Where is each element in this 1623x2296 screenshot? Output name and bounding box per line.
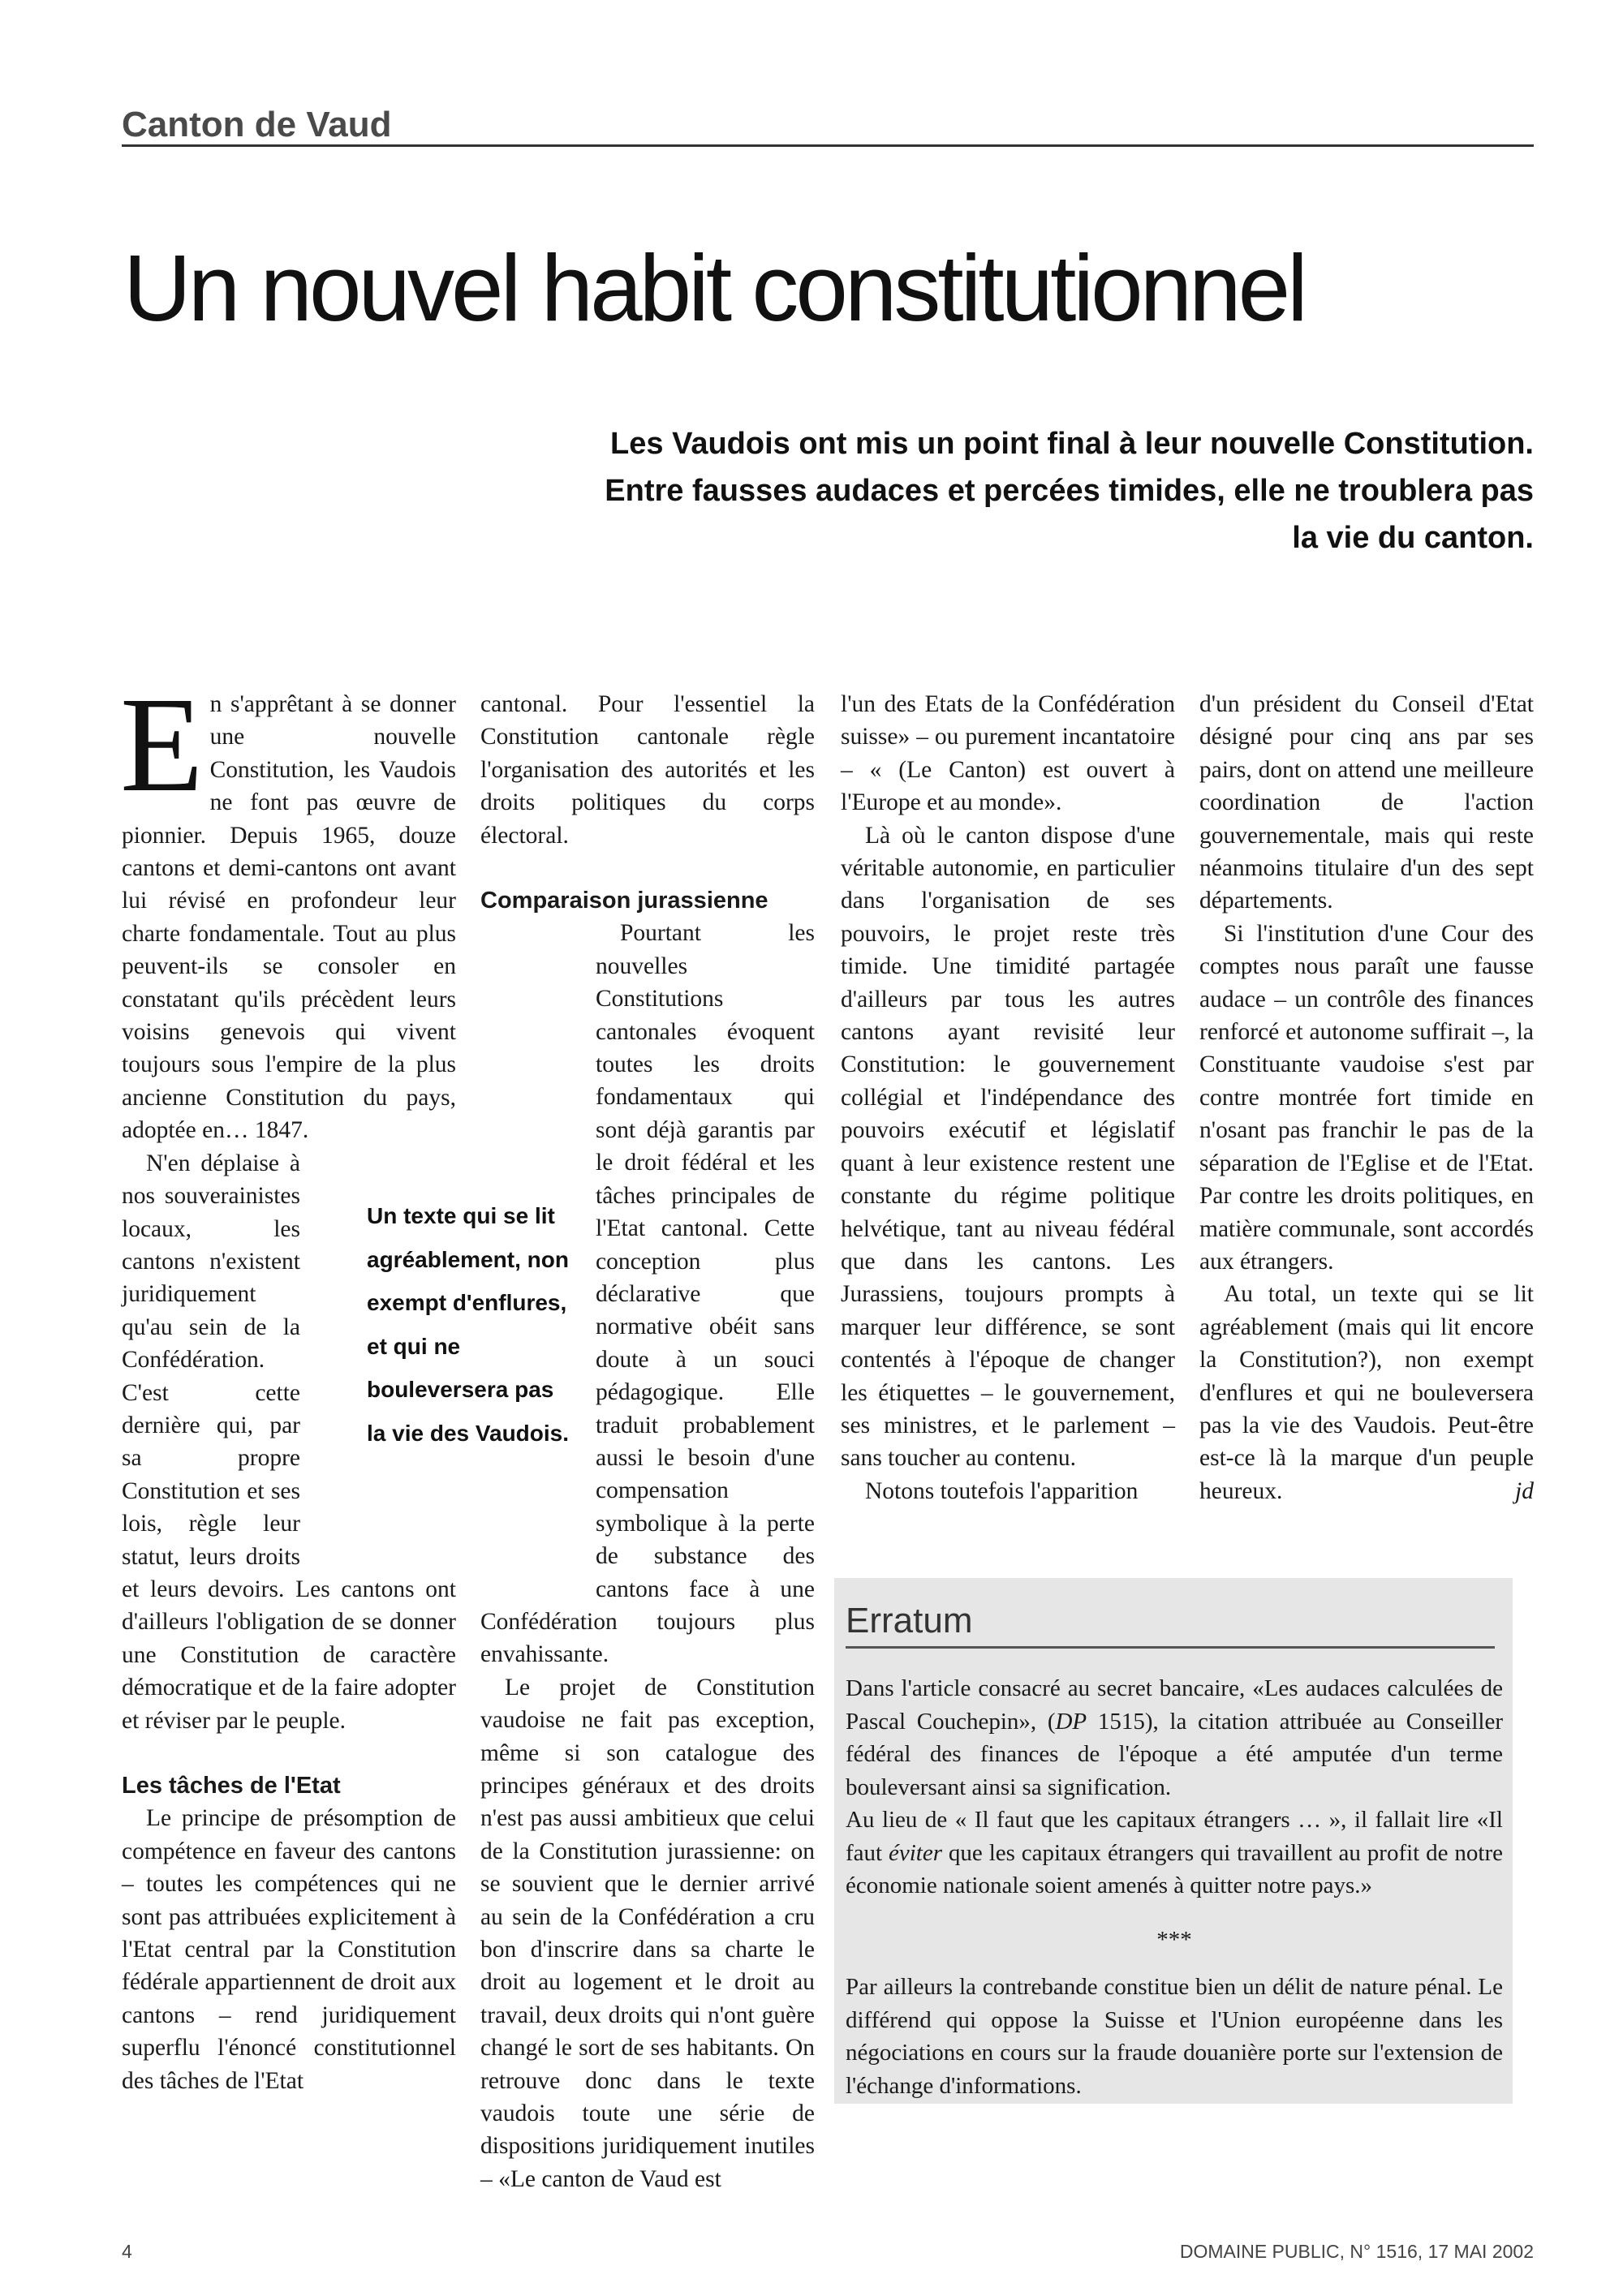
erratum-paragraph: Par ailleurs la contrebande constitue bien un délit de nature pénal. Le différend qui oppose la Suisse et l'Union européenne dans les négociations en cours sur la fraude douanière porte sur l'extension de l'échange d'informations. bbox=[846, 1974, 1503, 2099]
subheading-taches: Les tâches de l'Etat bbox=[122, 1773, 341, 1799]
paragraph: Le projet de Constitution vaudoise ne fait pas exception, même si son catalogue des principes généraux et des droits n'est pas aussi ambitieux que celui de la Constitution jurassienne: on se souvient que le dernier arrivé au sein de la Confédération a cru bon d'inscrire dans sa charte le droit au logement et le droit au travail, deux droits qui n'ont guère changé le sort de ses habitants. On retrouve donc dans le texte vaudois toute une série de dispositions juridiquement inutiles – «Le canton de Vaud est bbox=[480, 1674, 815, 2192]
erratum-body bbox=[846, 1672, 1503, 2102]
erratum-paragraph: Au lieu de « Il faut que les capitaux étrangers … », il fallait lire «Il faut éviter que les capitaux étrangers qui travaillent au profit de notre économie nationale soient amenés à quitter notre pays.» bbox=[846, 1807, 1503, 1898]
pull-quote: Un texte qui se lit agréablement, non exempt d'enflures, et qui ne bouleversera pas la vie des Vaudois. bbox=[367, 1203, 570, 1446]
article-column-3 bbox=[841, 688, 1175, 1507]
paragraph: Là où le canton dispose d'une véritable autonomie, en particulier dans l'organisation de ses pouvoirs, le projet reste très timide. Une timidité partagée d'ailleurs par tous les autres cantons ayant revisité leur Constitution: le gouvernement collégial et l'indépendance des pouvoirs exécutif et législatif quant à leur existence restent une constante du régime politique helvétique, tant au niveau fédéral que dans les cantons. Les Jurassiens, toujours prompts à marquer leur différence, se sont contentés à l'époque de changer les étiquettes – le gouvernement, ses ministres, et le parlement – sans toucher au contenu. bbox=[841, 822, 1175, 1472]
erratum-separator: *** bbox=[1156, 1926, 1192, 1953]
article-column-4 bbox=[1199, 688, 1534, 1507]
erratum-box bbox=[834, 1578, 1513, 2104]
paragraph: Pourtant les nouvelles Constitutions cantonales évoquent toutes les droits fondamentaux qui sont déjà garantis par le droit fédéral et les tâches principales de l'Etat cantonal. Cette conception plus déclarative que normative obéit sans doute à un souci pédagogique. Elle traduit probablement aussi le besoin d'une compensation symbolique à la perte de substance des cantons face à une Confédération toujours plus envahissante. bbox=[480, 920, 815, 1668]
drop-cap: E bbox=[120, 669, 204, 820]
author-signature: jd bbox=[1515, 1477, 1534, 1504]
paragraph: Le principe de présomption de compétence en faveur des cantons – toutes les compétences qui ne sont pas attribuées explicitement à l'Etat central par la Constitution fédérale appartiennent de droit aux cantons – rend juridiquement superflu l'énoncé constitutionnel des tâches de l'Etat bbox=[122, 1805, 456, 2094]
subheading-comparaison: Comparaison jurassienne bbox=[480, 888, 768, 914]
erratum-title: Erratum bbox=[846, 1599, 1495, 1649]
section-header: Canton de Vaud bbox=[122, 104, 1534, 147]
paragraph: En s'apprêtant à se donner une nouvelle Constitution, les Vaudois ne font pas œuvre de pionnier. Depuis 1965, douze cantons et demi-cantons ont avant lui révisé en profondeur leur charte fondamentale. Tout au plus peuvent-ils se consoler en constatant qu'ils précèdent leurs voisins genevois qui vivent toujours sous l'empire de la plus ancienne Constitution du pays, adoptée en… 1847. bbox=[120, 669, 456, 1144]
paragraph: d'un président du Conseil d'Etat désigné pour cinq ans par ses pairs, dont on attend une meilleure coordination de l'action gouvernementale, mais qui reste néanmoins titulaire d'un des sept départements. bbox=[1199, 691, 1534, 914]
paragraph: N'en déplaise à nos souverainistes locaux, les cantons n'existent juridiquement qu'au sein de la Confédération. C'est cette dernière qui, par sa propre Constitution et ses lois, règle leur statut, leurs droits et leurs devoirs. Les cantons ont d'ailleurs l'obligation de se donner une Constitution de caractère démocratique et de la faire adopter et réviser par le peuple. bbox=[122, 1150, 456, 1734]
paragraph: Notons toutefois l'apparition bbox=[865, 1477, 1139, 1504]
paragraph: Si l'institution d'une Cour des comptes nous paraît une fausse audace – un contrôle des finances renforcé et autonome suffirait –, la Constituante vaudoise s'est par contre montrée fort timide en n'osant pas franchir le pas de la séparation de l'Eglise et de l'Etat. Par contre les droits politiques, en matière communale, sont accordés aux étrangers. bbox=[1199, 920, 1534, 1275]
erratum-paragraph: Dans l'article consacré au secret bancaire, «Les audaces calculées de Pascal Couchepin», (DP 1515), la citation attribuée au Conseiller fédéral des finances de l'époque a été amputée d'un terme bouleversant ainsi sa signification. bbox=[846, 1675, 1503, 1800]
publication-info: DOMAINE PUBLIC, N° 1516, 17 MAI 2002 bbox=[1179, 2241, 1534, 2262]
paragraph: l'un des Etats de la Confédération suisse» – ou purement incantatoire – « (Le Canton) est ouvert à l'Europe et au monde». bbox=[841, 691, 1175, 816]
page-number: 4 bbox=[122, 2241, 132, 2262]
paragraph: Au total, un texte qui se lit agréablement (mais qui lit encore la Constitution?), non exempt d'enflures et qui ne bouleversera pas la vie des Vaudois. Peut-être est-ce là la marque d'un peuple heureux. jd bbox=[1199, 1278, 1534, 1507]
paragraph: cantonal. Pour l'essentiel la Constitution cantonale règle l'organisation des autorités et les droits politiques du corps électoral. bbox=[480, 691, 815, 849]
article-title: Un nouvel habit constitutionnel bbox=[123, 235, 1305, 341]
article-lead: Les Vaudois ont mis un point final à leur nouvelle Constitution. Entre fausses audaces et percées timides, elle ne troublera pas la vie du canton. bbox=[605, 427, 1534, 555]
